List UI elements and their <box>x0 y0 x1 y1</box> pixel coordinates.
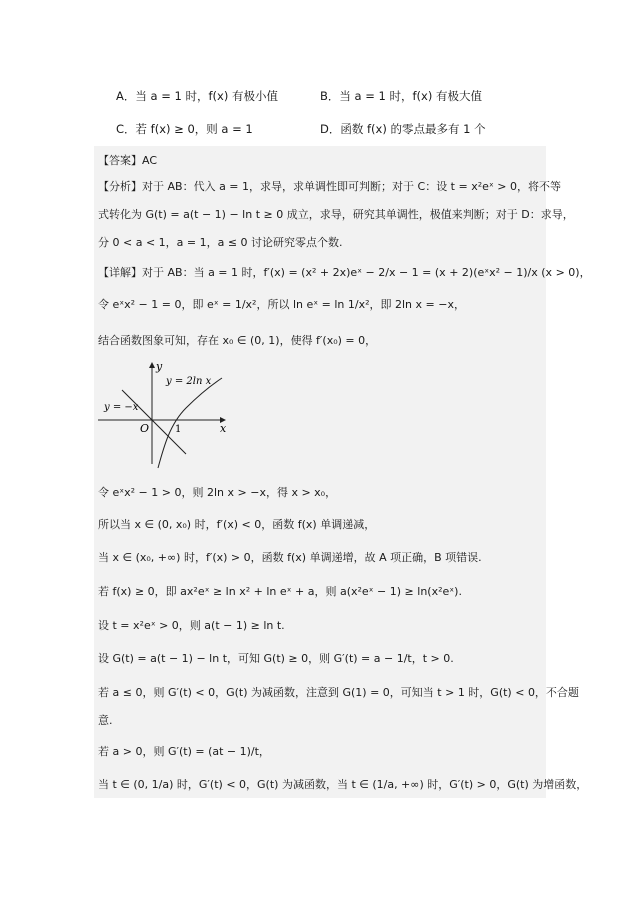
detail2-line-8: 意. <box>98 714 113 727</box>
detail-line-1: 【详解】对于 AB：当 a = 1 时，f′(x) = (x² + 2x)eˣ − 2/x − 1 = (x + 2)(eˣx² − 1)/x (x > 0)， <box>98 266 591 279</box>
detail2-line-5: 设 t = x²eˣ > 0，则 a(t − 1) ≥ ln t. <box>98 619 285 632</box>
curve2-label: y = −x <box>104 402 139 413</box>
tick-one-label: 1 <box>175 424 182 435</box>
detail2-line-3: 当 x ∈ (x₀, +∞) 时，f′(x) > 0，函数 f(x) 单调递增，故 A 项正确，B 项错误. <box>98 551 482 564</box>
curve-2lnx <box>158 378 222 468</box>
option-a: A．当 a = 1 时，f(x) 有极小值 <box>116 89 278 103</box>
detail-line-2: 令 eˣx² − 1 = 0，即 eˣ = 1/x²，所以 ln eˣ = ln 1/x²，即 2ln x = −x， <box>98 298 465 311</box>
detail2-line-7: 若 a ≤ 0，则 G′(t) < 0，G(t) 为减函数，注意到 G(1) = 0，可知当 t > 1 时，G(t) < 0，不合题 <box>98 686 579 699</box>
detail2-line-4: 若 f(x) ≥ 0，即 ax²eˣ ≥ ln x² + ln eˣ + a，则 a(x²eˣ − 1) ≥ ln(x²eˣ). <box>98 585 462 598</box>
option-b: B．当 a = 1 时，f(x) 有极大值 <box>320 89 482 103</box>
x-axis-label: x <box>220 422 227 435</box>
detail2-line-6: 设 G(t) = a(t − 1) − ln t，可知 G(t) ≥ 0，则 G′(t) = a − 1/t，t > 0. <box>98 652 454 665</box>
origin-label: O <box>140 422 150 435</box>
detail2-line-2: 所以当 x ∈ (0, x₀) 时，f′(x) < 0，函数 f(x) 单调递减， <box>98 518 376 531</box>
curve1-label: y = 2ln x <box>166 376 212 387</box>
option-c: C．若 f(x) ≥ 0，则 a = 1 <box>116 122 253 136</box>
y-axis-label: y <box>156 360 163 373</box>
curve-neg-x <box>122 390 186 454</box>
function-graph <box>96 360 236 470</box>
analysis-line-2: 式转化为 G(t) = a(t − 1) − ln t ≥ 0 成立，求导，研究其单调性，极值来判断；对于 D：求导， <box>98 208 574 221</box>
detail-line-3: 结合函数图象可知，存在 x₀ ∈ (0, 1)，使得 f′(x₀) = 0， <box>98 334 377 347</box>
answer-label: 【答案】AC <box>98 154 158 167</box>
detail2-line-9: 若 a > 0，则 G′(t) = (at − 1)/t， <box>98 745 270 758</box>
option-d: D．函数 f(x) 的零点最多有 1 个 <box>320 122 486 136</box>
y-axis-arrow <box>149 362 155 368</box>
detail2-line-1: 令 eˣx² − 1 > 0，则 2ln x > −x，得 x > x₀， <box>98 486 337 499</box>
analysis-line-3: 分 0 < a < 1，a = 1，a ≤ 0 讨论研究零点个数. <box>98 236 343 249</box>
analysis-line-1: 【分析】对于 AB：代入 a = 1，求导，求单调性即可判断；对于 C：设 t = x²eˣ > 0，将不等 <box>98 180 561 193</box>
detail2-line-10: 当 t ∈ (0, 1/a) 时，G′(t) < 0，G(t) 为减函数，当 t ∈ (1/a, +∞) 时，G′(t) > 0，G(t) 为增函数， <box>98 778 588 791</box>
